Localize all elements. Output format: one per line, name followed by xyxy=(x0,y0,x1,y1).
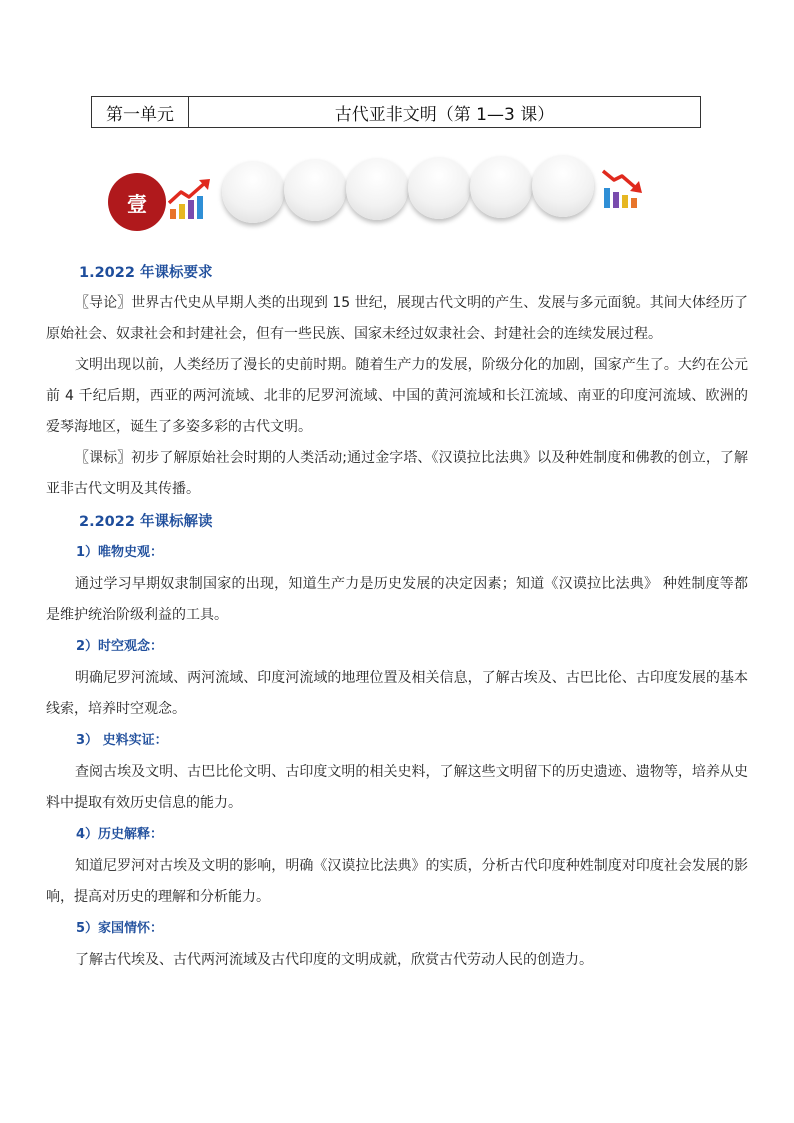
paragraph: 明确尼罗河流域、两河流域、印度河流域的地理位置及相关信息，了解古埃及、古巴比伦、古印度发展的基本线索，培养时空观念。 xyxy=(46,670,748,717)
paragraph: 〖课标〗初步了解原始社会时期的人类活动;通过金字塔、《汉谟拉比法典》以及种姓制度和佛教的创立，了解亚非古代文明及其传播。 xyxy=(46,450,748,497)
seal-badge: 壹 xyxy=(108,173,166,231)
subsection-heading: 2）时空观念： xyxy=(76,639,164,654)
unit-label: 第一单元 xyxy=(92,97,189,127)
paragraph: 了解古代埃及、古代两河流域及古代印度的文明成就，欣赏古代劳动人民的创造力。 xyxy=(75,952,593,968)
falling-chart-icon xyxy=(602,168,644,212)
subsection-heading: 3） 史料实证： xyxy=(76,733,168,748)
paragraph: 通过学习早期奴隶制国家的出现，知道生产力是历史发展的决定因素；知道《汉谟拉比法典》 种姓制度等都是维护统治阶级利益的工具。 xyxy=(46,576,748,623)
banner-bubble xyxy=(222,161,284,223)
subsection-heading: 4）历史解释： xyxy=(76,827,164,842)
paragraph: 文明出现以前，人类经历了漫长的史前时期。随着生产力的发展，阶级分化的加剧，国家产生了。大约在公元前 4 千纪后期，西亚的两河流域、北非的尼罗河流域、中国的黄河流域和长江流域、南亚的印度河流域、欧洲的爱琴海地区，诞生了多姿多彩的古代文明。 xyxy=(46,357,748,435)
subsection-heading: 1）唯物史观： xyxy=(76,545,164,560)
rising-chart-icon xyxy=(168,179,214,223)
banner-bubble xyxy=(346,158,408,220)
paragraph: 〖导论〗世界古代史从早期人类的出现到 15 世纪，展现古代文明的产生、发展与多元面貌。其间大体经历了原始社会、奴隶社会和封建社会，但有一些民族、国家未经过奴隶社会、封建社会的连续发展过程。 xyxy=(46,295,748,342)
section-heading: 2.2022 年课标解读 xyxy=(79,514,213,530)
subsection-heading: 5）家国情怀： xyxy=(76,921,164,936)
banner-bubble xyxy=(408,157,470,219)
document-content xyxy=(46,258,748,976)
banner-bubble xyxy=(284,159,346,221)
paragraph: 知道尼罗河对古埃及文明的影响，明确《汉谟拉比法典》的实质，分析古代印度种姓制度对印度社会发展的影响，提高对历史的理解和分析能力。 xyxy=(46,858,748,905)
paragraph: 查阅古埃及文明、古巴比伦文明、古印度文明的相关史料，了解这些文明留下的历史遗迹、遗物等，培养从史料中提取有效历史信息的能力。 xyxy=(46,764,748,811)
banner-bubble xyxy=(532,155,594,217)
unit-title: 古代亚非文明（第 1—3 课） xyxy=(334,104,555,125)
banner-bubble xyxy=(470,156,532,218)
unit-header xyxy=(91,96,701,128)
decorative-banner xyxy=(108,152,648,232)
section-heading: 1.2022 年课标要求 xyxy=(79,265,213,281)
